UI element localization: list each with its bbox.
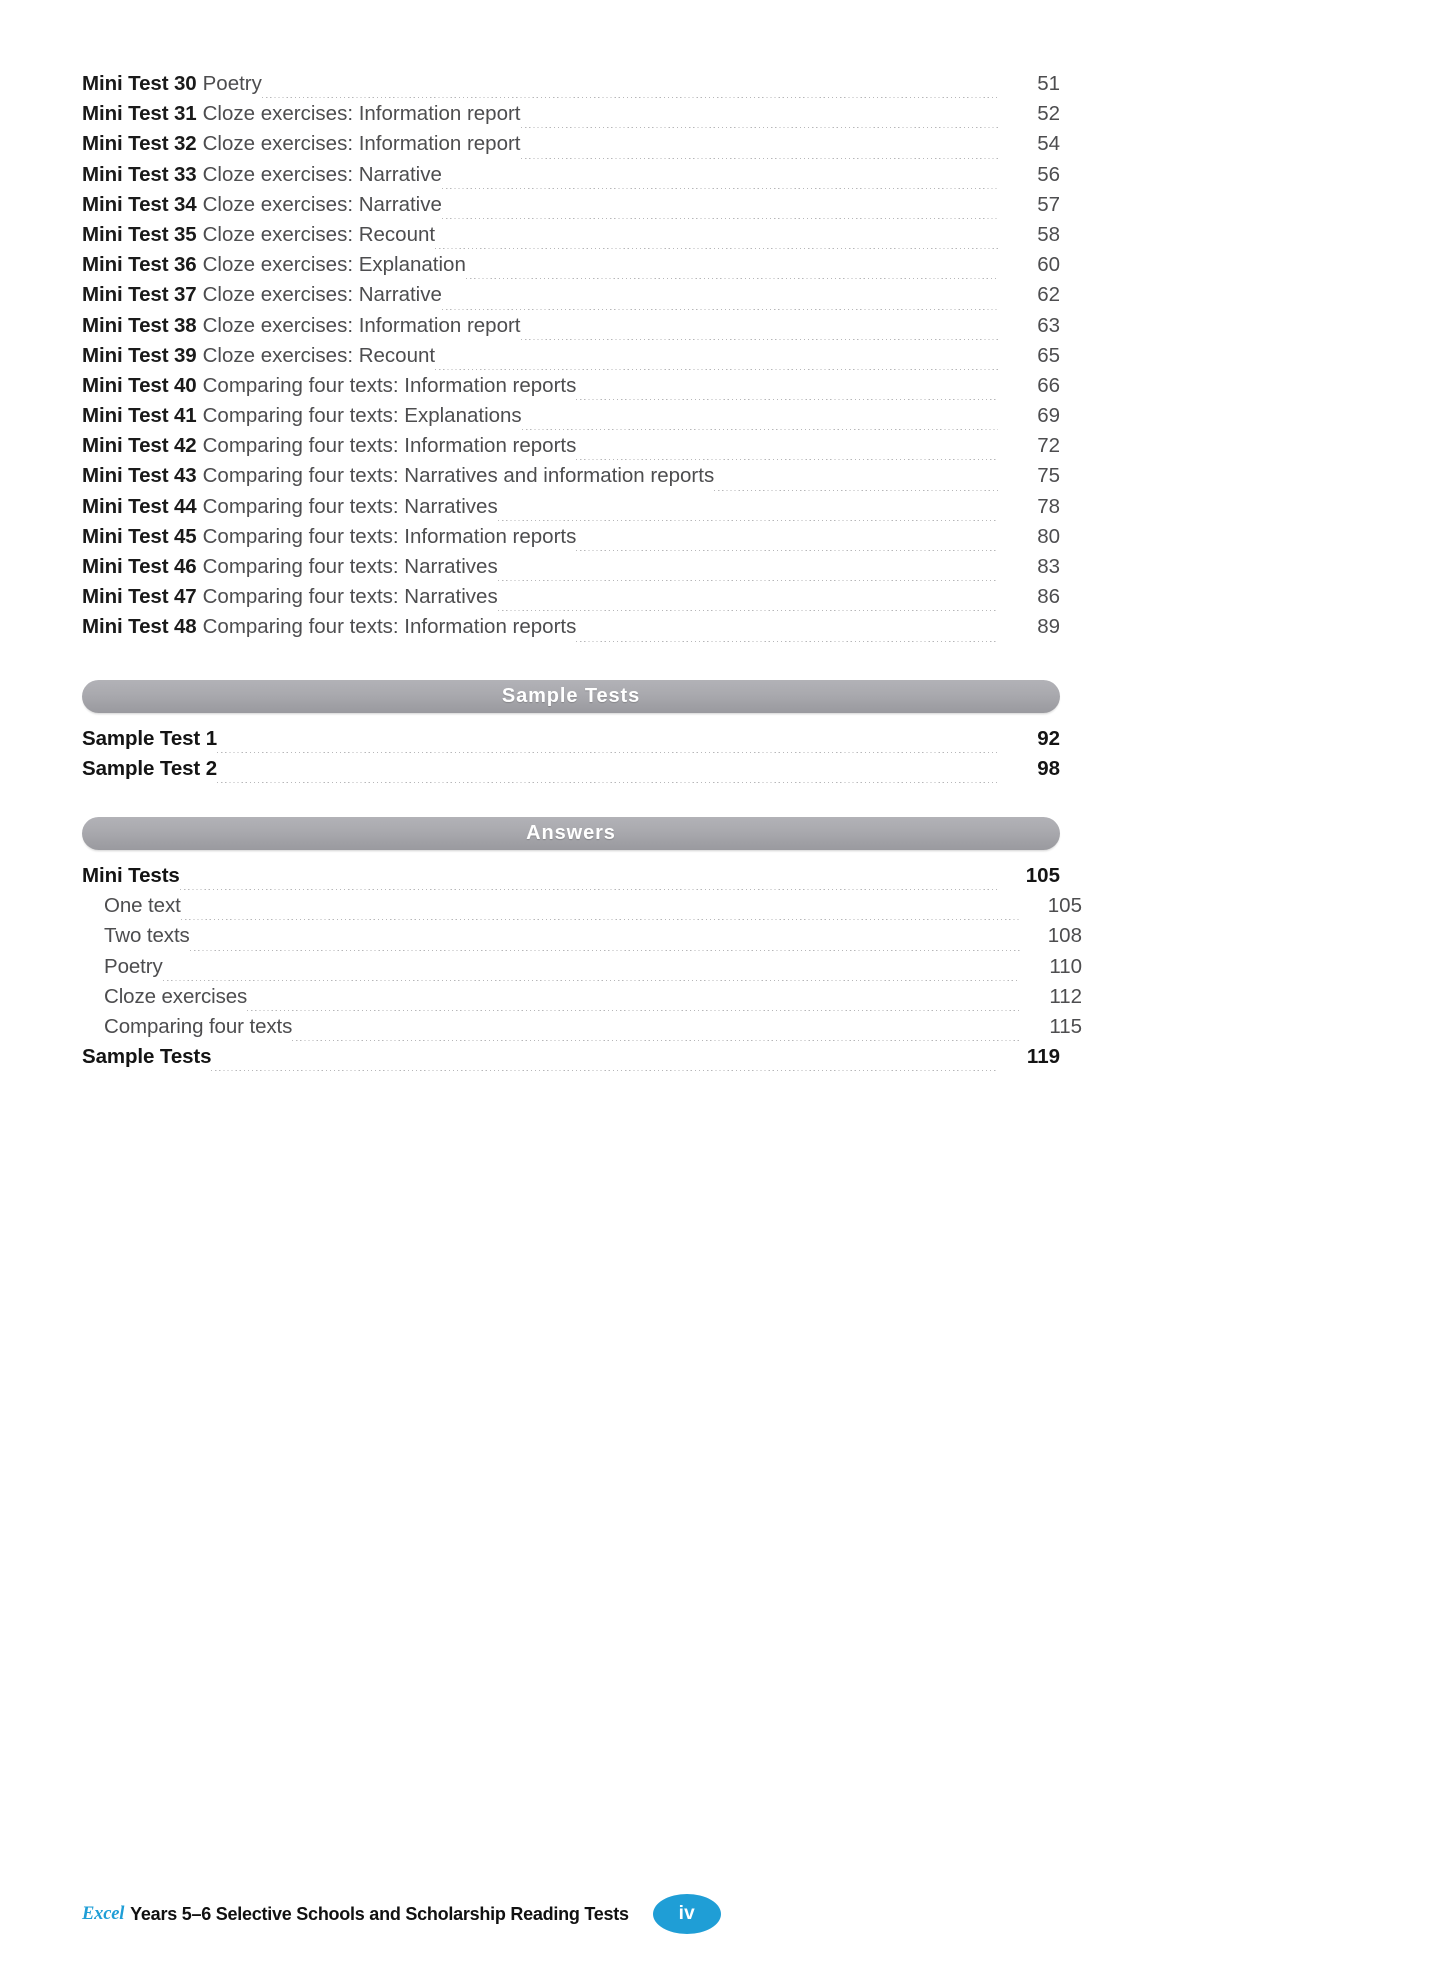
dot-leader <box>521 158 998 159</box>
toc-entry-page-number: 57 <box>1037 192 1060 216</box>
mini-test-row[interactable] <box>82 585 1060 615</box>
answers-row[interactable] <box>82 955 1082 985</box>
toc-entry-page-number: 98 <box>1037 756 1060 780</box>
mini-test-row[interactable] <box>82 193 1060 223</box>
toc-entry-title: Comparing four texts: Information reports <box>202 524 577 548</box>
answers-band-label: Answers <box>526 821 616 844</box>
toc-entry-page-number: 52 <box>1037 102 1060 126</box>
toc-entry-number: Mini Test 39 <box>82 343 197 367</box>
toc-entry-number: Mini Test 48 <box>82 615 197 639</box>
dot-leader <box>181 919 1020 920</box>
spacer <box>82 646 1060 680</box>
mini-test-row[interactable] <box>82 404 1060 434</box>
dot-leader <box>521 127 998 128</box>
toc-entry-title: Poetry <box>202 72 262 95</box>
toc-entry-title: Comparing four texts: Narratives <box>202 494 498 518</box>
dot-leader <box>521 339 998 340</box>
toc-entry-label <box>82 102 521 126</box>
dot-leader <box>498 520 998 521</box>
dot-leader <box>442 188 998 189</box>
toc-entry-title: Cloze exercises: Narrative <box>202 162 442 186</box>
dot-leader <box>576 641 998 642</box>
mini-test-row[interactable] <box>82 283 1060 313</box>
toc-entry-page-number: 72 <box>1037 434 1060 458</box>
toc-entry-number: Mini Test 38 <box>82 313 197 337</box>
toc-entry-label <box>82 615 576 639</box>
toc-entry-label <box>82 864 180 888</box>
toc-content <box>82 72 1082 1075</box>
dot-leader <box>576 550 998 551</box>
toc-entry-title: Cloze exercises: Recount <box>202 343 436 367</box>
toc-entry-title: Cloze exercises: Narrative <box>202 192 442 216</box>
toc-entry-title: Comparing four texts: Explanations <box>202 404 522 428</box>
toc-entry-page-number: 78 <box>1037 494 1060 518</box>
toc-entry-number: Mini Test 36 <box>82 253 197 277</box>
footer-book-title: Years 5–6 Selective Schools and Scholarship Reading Tests <box>130 1903 629 1924</box>
toc-entry-number: Mini Test 46 <box>82 555 197 578</box>
toc-entry-number: Mini Test 34 <box>82 192 197 216</box>
mini-test-row[interactable] <box>82 132 1060 162</box>
toc-entry-page-number: 86 <box>1037 585 1060 609</box>
toc-entry-title: Cloze exercises: Narrative <box>202 283 442 307</box>
toc-entry-page-number: 92 <box>1037 726 1060 750</box>
toc-entry-number: Mini Test 31 <box>82 102 197 126</box>
sample-test-row[interactable] <box>82 757 1060 787</box>
toc-entry-title: Comparing four texts: Narratives <box>202 555 498 578</box>
toc-entry-page-number: 58 <box>1037 222 1060 246</box>
toc-entry-label <box>82 163 442 187</box>
toc-entry-label <box>82 193 442 217</box>
toc-entry-page-number: 105 <box>1047 894 1082 918</box>
toc-entry-label <box>82 132 521 156</box>
answers-row[interactable] <box>82 864 1060 894</box>
toc-entry-number: Mini Test 42 <box>82 434 197 458</box>
mini-test-row[interactable] <box>82 314 1060 344</box>
toc-entry-title: Cloze exercises: Information report <box>202 132 521 156</box>
mini-test-row[interactable] <box>82 495 1060 525</box>
mini-test-row[interactable] <box>82 223 1060 253</box>
mini-test-row[interactable] <box>82 615 1060 645</box>
toc-entry-title: Cloze exercises: Information report <box>202 102 521 126</box>
toc-entry-title: Comparing four texts: Information reports <box>202 434 577 458</box>
toc-entry-page-number: 62 <box>1037 283 1060 307</box>
toc-entry-label <box>82 585 498 609</box>
toc-entry-label <box>82 1045 211 1069</box>
toc-entry-page-number: 54 <box>1037 132 1060 156</box>
dot-leader <box>498 580 998 581</box>
dot-leader <box>190 950 1020 951</box>
toc-entry-label <box>82 404 522 428</box>
dot-leader <box>163 980 1020 981</box>
toc-entry-number: Two texts <box>104 924 190 948</box>
mini-test-row[interactable] <box>82 344 1060 374</box>
toc-entry-label <box>82 314 521 338</box>
toc-entry-label <box>82 495 498 519</box>
sample-tests-list <box>82 727 1060 787</box>
dot-leader <box>217 752 998 753</box>
toc-entry-number: Mini Test 33 <box>82 162 197 186</box>
mini-test-row[interactable] <box>82 464 1060 494</box>
answers-row[interactable] <box>82 894 1082 924</box>
dot-leader <box>180 889 998 890</box>
spacer <box>82 713 1060 727</box>
dot-leader <box>522 429 998 430</box>
dot-leader <box>247 1010 1020 1011</box>
dot-leader <box>292 1040 1020 1041</box>
toc-entry-page-number: 105 <box>1025 863 1060 887</box>
toc-entry-number: Mini Test 43 <box>82 464 197 488</box>
toc-entry-label <box>82 555 498 579</box>
toc-entry-label <box>104 1015 292 1039</box>
mini-test-row[interactable] <box>82 253 1060 283</box>
toc-entry-number: Mini Test 37 <box>82 283 197 307</box>
answers-row[interactable] <box>82 924 1082 954</box>
toc-entry-title: Comparing four texts: Information reports <box>202 615 577 639</box>
toc-entry-number: One text <box>104 894 181 918</box>
toc-entry-title: Cloze exercises: Recount <box>202 222 436 246</box>
sample-test-row[interactable] <box>82 727 1060 757</box>
toc-entry-page-number: 80 <box>1037 524 1060 548</box>
answers-row[interactable] <box>82 1045 1060 1075</box>
toc-entry-page-number: 112 <box>1049 984 1082 1008</box>
toc-entry-page-number: 51 <box>1037 72 1060 95</box>
toc-entry-number: Mini Test 44 <box>82 494 197 518</box>
toc-entry-number: Sample Tests <box>82 1045 212 1069</box>
toc-entry-number: Comparing four texts <box>104 1014 293 1038</box>
toc-entry-label <box>82 223 435 247</box>
toc-entry-page-number: 63 <box>1037 313 1060 337</box>
dot-leader <box>262 97 998 98</box>
toc-entry-label <box>82 72 262 96</box>
toc-entry-page-number: 75 <box>1037 464 1060 488</box>
toc-entry-label <box>82 374 576 398</box>
dot-leader <box>211 1070 998 1071</box>
dot-leader <box>442 218 998 219</box>
toc-entry-label <box>104 894 181 918</box>
spacer <box>82 787 1060 817</box>
toc-entry-label <box>82 253 466 277</box>
toc-entry-page-number: 60 <box>1037 253 1060 277</box>
toc-entry-title: Cloze exercises: Information report <box>202 313 521 337</box>
toc-entry-label <box>82 757 217 781</box>
toc-entry-title: Cloze exercises: Explanation <box>202 253 466 277</box>
toc-entry-page-number: 65 <box>1037 343 1060 367</box>
dot-leader <box>714 490 998 491</box>
mini-test-row[interactable] <box>82 434 1060 464</box>
dot-leader <box>217 782 998 783</box>
toc-entry-page-number: 119 <box>1026 1045 1060 1069</box>
toc-entry-label <box>82 464 714 488</box>
dot-leader <box>576 459 998 460</box>
page-number-label: iv <box>678 1903 695 1924</box>
toc-entry-number: Sample Test 1 <box>82 726 218 750</box>
footer-brand-excel: Excel <box>82 1903 125 1924</box>
dot-leader <box>435 369 998 370</box>
mini-test-row[interactable] <box>82 555 1060 585</box>
toc-entry-page-number: 89 <box>1037 615 1060 639</box>
dot-leader <box>498 610 998 611</box>
mini-test-row[interactable] <box>82 374 1060 404</box>
toc-entry-title: Comparing four texts: Narratives <box>202 585 498 609</box>
mini-test-row[interactable] <box>82 525 1060 555</box>
toc-entry-page-number: 110 <box>1049 954 1082 978</box>
toc-entry-number: Mini Test 35 <box>82 222 197 246</box>
toc-entry-number: Mini Test 30 <box>82 72 197 95</box>
toc-entry-number: Mini Test 40 <box>82 373 197 397</box>
mini-test-row[interactable] <box>82 72 1060 102</box>
toc-entry-number: Poetry <box>104 954 163 978</box>
toc-entry-label <box>82 344 435 368</box>
toc-entry-number: Mini Tests <box>82 863 180 887</box>
answers-list <box>82 863 1082 1075</box>
mini-tests-list <box>82 72 1060 646</box>
toc-entry-page-number: 83 <box>1037 555 1060 578</box>
dot-leader <box>442 309 998 310</box>
answers-band <box>82 817 1060 850</box>
toc-entry-page-number: 56 <box>1037 162 1060 186</box>
toc-entry-number: Mini Test 41 <box>82 404 197 428</box>
page-footer <box>82 1894 721 1934</box>
sample-tests-band <box>82 680 1060 713</box>
dot-leader <box>435 248 998 249</box>
toc-entry-label <box>82 525 576 549</box>
toc-entry-number: Cloze exercises <box>104 984 248 1008</box>
toc-entry-label <box>82 283 442 307</box>
toc-entry-page-number: 115 <box>1049 1014 1082 1038</box>
answers-row[interactable] <box>82 985 1082 1015</box>
toc-entry-number: Sample Test 2 <box>82 756 218 780</box>
sample-tests-band-label: Sample Tests <box>501 684 641 707</box>
sample-tests-band-wrap <box>82 680 1060 713</box>
toc-entry-page-number: 66 <box>1037 373 1060 397</box>
toc-entry-number: Mini Test 47 <box>82 585 197 609</box>
mini-test-row[interactable] <box>82 163 1060 193</box>
dot-leader <box>466 278 998 279</box>
answers-band-wrap <box>82 817 1060 850</box>
toc-entry-number: Mini Test 45 <box>82 524 197 548</box>
toc-entry-label <box>104 985 247 1009</box>
toc-entry-label <box>82 434 576 458</box>
mini-test-row[interactable] <box>82 102 1060 132</box>
spacer <box>82 850 1060 864</box>
toc-entry-label <box>104 955 163 979</box>
toc-entry-label <box>82 727 217 751</box>
page-number-badge <box>653 1894 721 1934</box>
toc-entry-title: Comparing four texts: Narratives and information reports <box>202 464 715 488</box>
toc-entry-label <box>104 924 190 948</box>
dot-leader <box>576 399 998 400</box>
answers-row[interactable] <box>82 1015 1082 1045</box>
toc-entry-title: Comparing four texts: Information reports <box>202 373 577 397</box>
toc-entry-number: Mini Test 32 <box>82 132 197 156</box>
toc-entry-page-number: 69 <box>1037 404 1060 428</box>
toc-entry-page-number: 108 <box>1047 924 1082 948</box>
